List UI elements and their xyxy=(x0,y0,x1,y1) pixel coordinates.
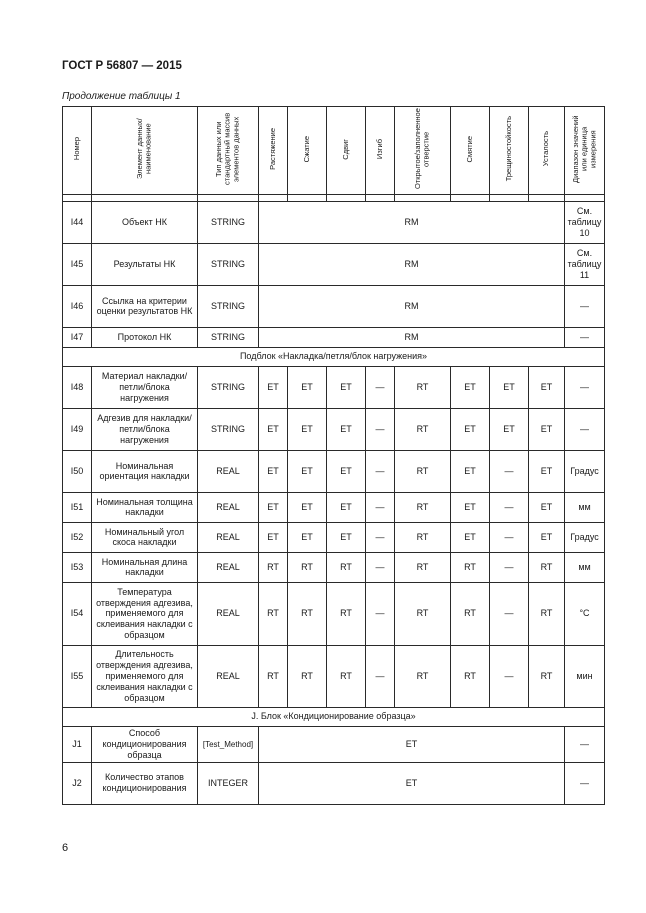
cell-shear: ET xyxy=(327,450,366,492)
col-header-toughness: Трещиностойкость xyxy=(490,107,529,195)
table-row xyxy=(63,522,605,552)
col-header-tension: Растяжение xyxy=(259,107,288,195)
cell-shear: ET xyxy=(327,366,366,408)
table-row xyxy=(63,285,605,327)
cell-compression: RT xyxy=(288,552,327,582)
section-title: Подблок «Накладка/петля/блок нагружения» xyxy=(63,347,605,366)
row-number: J1 xyxy=(63,726,92,762)
cell-fatigue: ET xyxy=(529,408,565,450)
data-type: REAL xyxy=(198,582,259,645)
cell-tension: RT xyxy=(259,582,288,645)
cell-bending: — xyxy=(366,582,395,645)
cell-hole: RT xyxy=(395,366,451,408)
cell-compression: ET xyxy=(288,450,327,492)
cell-hole: RT xyxy=(395,645,451,707)
range-unit: Градус xyxy=(565,522,605,552)
data-type: REAL xyxy=(198,450,259,492)
cell-fatigue: RT xyxy=(529,552,565,582)
data-table xyxy=(62,106,605,805)
merged-value: RM xyxy=(259,285,565,327)
range-unit: мм xyxy=(565,492,605,522)
cell-toughness: — xyxy=(490,645,529,707)
range-unit: — xyxy=(565,408,605,450)
row-number: I50 xyxy=(63,450,92,492)
table-row xyxy=(63,450,605,492)
cell-tension: RT xyxy=(259,552,288,582)
cell-compression: ET xyxy=(288,408,327,450)
element-name: Протокол НК xyxy=(92,327,198,347)
range-unit: — xyxy=(565,726,605,762)
data-type: STRING xyxy=(198,327,259,347)
table-row xyxy=(63,492,605,522)
row-number: J2 xyxy=(63,762,92,804)
row-number: I48 xyxy=(63,366,92,408)
col-header-number: Номер xyxy=(63,107,92,195)
cell-fatigue: ET xyxy=(529,492,565,522)
cell-shear: RT xyxy=(327,645,366,707)
cell-compression: ET xyxy=(288,366,327,408)
cell-bearing: ET xyxy=(451,522,490,552)
cell-fatigue: ET xyxy=(529,366,565,408)
row-number: I55 xyxy=(63,645,92,707)
table-continuation-caption: Продолжение таблицы 1 xyxy=(62,91,181,102)
cell-bearing: RT xyxy=(451,645,490,707)
table-row xyxy=(63,726,605,762)
element-name: Температура отверждения адгезива, применяемого для склеивания накладки с образцом xyxy=(92,582,198,645)
row-number: I47 xyxy=(63,327,92,347)
table-row xyxy=(63,327,605,347)
data-type: INTEGER xyxy=(198,762,259,804)
cell-fatigue: ET xyxy=(529,522,565,552)
cell-toughness: ET xyxy=(490,408,529,450)
element-name: Способ кондиционирования образца xyxy=(92,726,198,762)
data-type: STRING xyxy=(198,285,259,327)
merged-value: RM xyxy=(259,327,565,347)
table-row xyxy=(63,582,605,645)
range-unit: — xyxy=(565,762,605,804)
row-number: I53 xyxy=(63,552,92,582)
range-unit: мм xyxy=(565,552,605,582)
data-type: [Test_Method] xyxy=(198,726,259,762)
cell-fatigue: ET xyxy=(529,450,565,492)
section-row xyxy=(63,347,605,366)
section-title: J. Блок «Кондиционирование образца» xyxy=(63,707,605,726)
cell-hole: RT xyxy=(395,492,451,522)
cell-compression: ET xyxy=(288,492,327,522)
element-name: Длительность отверждения адгезива, применяемого для склеивания накладки с образцом xyxy=(92,645,198,707)
cell-shear: ET xyxy=(327,492,366,522)
table-row xyxy=(63,408,605,450)
data-type: REAL xyxy=(198,492,259,522)
row-number: I45 xyxy=(63,243,92,285)
document-code: ГОСТ Р 56807 — 2015 xyxy=(62,60,182,72)
table-row xyxy=(63,645,605,707)
col-header-bearing: Смятие xyxy=(451,107,490,195)
cell-bending: — xyxy=(366,408,395,450)
cell-bending: — xyxy=(366,450,395,492)
element-name: Номинальная ориентация накладки xyxy=(92,450,198,492)
merged-value: ET xyxy=(259,762,565,804)
col-header-bending: Изгиб xyxy=(366,107,395,195)
range-unit: °C xyxy=(565,582,605,645)
range-unit: — xyxy=(565,285,605,327)
data-type: STRING xyxy=(198,408,259,450)
range-unit: См. таблицу 11 xyxy=(565,243,605,285)
cell-fatigue: RT xyxy=(529,645,565,707)
merged-value: RM xyxy=(259,243,565,285)
cell-shear: ET xyxy=(327,522,366,552)
cell-bearing: RT xyxy=(451,552,490,582)
col-header-compression: Сжатие xyxy=(288,107,327,195)
cell-compression: ET xyxy=(288,522,327,552)
range-unit: См. таблицу 10 xyxy=(565,201,605,243)
cell-shear: RT xyxy=(327,582,366,645)
table-row xyxy=(63,762,605,804)
data-type: REAL xyxy=(198,552,259,582)
data-type: STRING xyxy=(198,243,259,285)
col-header-fatigue: Усталость xyxy=(529,107,565,195)
element-name: Материал накладки/петли/блока нагружения xyxy=(92,366,198,408)
cell-bending: — xyxy=(366,645,395,707)
element-name: Ссылка на критерии оценки результатов НК xyxy=(92,285,198,327)
element-name: Результаты НК xyxy=(92,243,198,285)
cell-bending: — xyxy=(366,492,395,522)
cell-compression: RT xyxy=(288,645,327,707)
cell-hole: RT xyxy=(395,450,451,492)
row-number: I44 xyxy=(63,201,92,243)
cell-toughness: — xyxy=(490,522,529,552)
element-name: Адгезив для накладки/петли/блока нагружения xyxy=(92,408,198,450)
data-type: STRING xyxy=(198,366,259,408)
range-unit: — xyxy=(565,366,605,408)
cell-hole: RT xyxy=(395,408,451,450)
row-number: I52 xyxy=(63,522,92,552)
data-type: REAL xyxy=(198,522,259,552)
data-type: REAL xyxy=(198,645,259,707)
cell-tension: ET xyxy=(259,450,288,492)
element-name: Номинальная толщина накладки xyxy=(92,492,198,522)
cell-bending: — xyxy=(366,366,395,408)
cell-hole: RT xyxy=(395,552,451,582)
cell-bearing: ET xyxy=(451,366,490,408)
cell-bearing: ET xyxy=(451,492,490,522)
cell-tension: ET xyxy=(259,366,288,408)
col-header-hole: Открытое/заполненное отверстие xyxy=(395,107,451,195)
merged-value: ET xyxy=(259,726,565,762)
cell-tension: ET xyxy=(259,408,288,450)
cell-fatigue: RT xyxy=(529,582,565,645)
cell-bearing: RT xyxy=(451,582,490,645)
row-number: I51 xyxy=(63,492,92,522)
cell-toughness: ET xyxy=(490,366,529,408)
table-row xyxy=(63,201,605,243)
col-header-element: Элемент данных/наименование xyxy=(92,107,198,195)
element-name: Объект НК xyxy=(92,201,198,243)
cell-toughness: — xyxy=(490,582,529,645)
row-number: I49 xyxy=(63,408,92,450)
table-row xyxy=(63,243,605,285)
col-header-range: Диапазон значений или единица измерения xyxy=(565,107,605,195)
col-header-shear: Сдвиг xyxy=(327,107,366,195)
page-number: 6 xyxy=(62,842,69,854)
element-name: Количество этапов кондиционирования xyxy=(92,762,198,804)
table-row xyxy=(63,552,605,582)
cell-shear: ET xyxy=(327,408,366,450)
range-unit: мин xyxy=(565,645,605,707)
range-unit: Градус xyxy=(565,450,605,492)
cell-shear: RT xyxy=(327,552,366,582)
cell-tension: ET xyxy=(259,522,288,552)
cell-tension: RT xyxy=(259,645,288,707)
header-row xyxy=(63,107,605,195)
element-name: Номинальный угол скоса накладки xyxy=(92,522,198,552)
cell-bending: — xyxy=(366,522,395,552)
table-row xyxy=(63,366,605,408)
col-header-type: Тип данных или стандартный массив элементов данных xyxy=(198,107,259,195)
cell-hole: RT xyxy=(395,582,451,645)
cell-hole: RT xyxy=(395,522,451,552)
row-number: I46 xyxy=(63,285,92,327)
cell-compression: RT xyxy=(288,582,327,645)
cell-toughness: — xyxy=(490,450,529,492)
cell-toughness: — xyxy=(490,492,529,522)
data-type: STRING xyxy=(198,201,259,243)
element-name: Номинальная длина накладки xyxy=(92,552,198,582)
section-row xyxy=(63,707,605,726)
cell-tension: ET xyxy=(259,492,288,522)
cell-toughness: — xyxy=(490,552,529,582)
row-number: I54 xyxy=(63,582,92,645)
cell-bearing: ET xyxy=(451,408,490,450)
cell-bending: — xyxy=(366,552,395,582)
range-unit: — xyxy=(565,327,605,347)
cell-bearing: ET xyxy=(451,450,490,492)
merged-value: RM xyxy=(259,201,565,243)
